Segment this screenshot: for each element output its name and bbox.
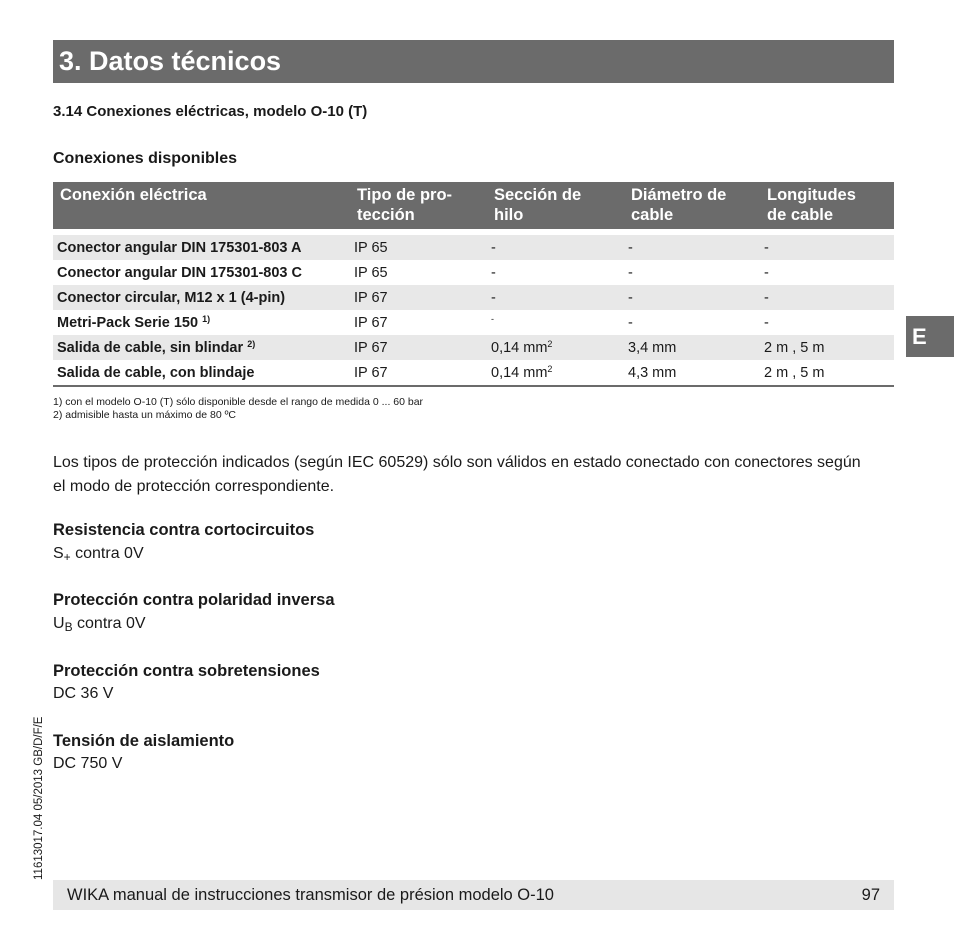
cable-diameter-value: 4,3 mm [624, 360, 760, 386]
cable-lengths-value: - [764, 314, 769, 331]
wire-section-value: - [491, 264, 496, 281]
insulation-value: DC 750 V [53, 755, 123, 772]
footnote-ref: 1) [202, 313, 211, 324]
cable-diameter-value: - [624, 235, 760, 260]
cable-diameter-value: - [628, 264, 633, 281]
wire-section-value: - [491, 313, 494, 324]
table-row [53, 285, 894, 310]
page-number: 97 [861, 886, 880, 904]
connection-name: Metri-Pack Serie 150 $^{1)}$ [57, 313, 211, 331]
connection-name: Salida de cable, sin blindar $^{2)}$ [53, 335, 350, 360]
protection-value: IP 67 [354, 314, 388, 331]
language-tab: E [906, 316, 954, 357]
footer [53, 880, 894, 910]
protection-value: IP 67 [350, 360, 487, 386]
footnote-2: 2) admisible hasta un máximo de 80 ºC [53, 409, 237, 421]
header-connection: Conexión eléctrica [53, 182, 350, 229]
connections-table [53, 182, 894, 387]
footnote-1: 1) con el modelo O-10 (T) sólo disponible desde el rango de medida 0 ... 60 bar [53, 396, 424, 408]
footer-title: WIKA manual de instrucciones transmisor de présion modelo O-10 [67, 886, 554, 904]
protection-value: IP 67 [350, 285, 487, 310]
header-wire-section: Sección de hilo [487, 182, 624, 229]
wire-section-value: 0,14 $mm^2$ [487, 360, 624, 386]
insulation-heading: Tensión de aislamiento [53, 732, 235, 750]
chapter-title: 3. Datos técnicos [53, 40, 894, 83]
section-title: 3.14 Conexiones eléctricas, modelo O-10 (T) [53, 103, 368, 120]
wire-section-value: 0,14 $mm^2$ [487, 335, 624, 360]
cable-lengths-value: - [760, 285, 894, 310]
polarity-value: $U_B$ contra 0V [53, 615, 146, 634]
cable-lengths-value: - [760, 235, 894, 260]
short-circuit-heading: Resistencia contra cortocircuitos [53, 521, 315, 539]
protection-value: IP 65 [354, 264, 388, 281]
protection-value: IP 65 [350, 235, 487, 260]
cable-diameter-value: - [624, 285, 760, 310]
header-cable-lengths: Longitudes de cable [760, 182, 894, 229]
connection-name: Conector angular DIN 175301-803 C [57, 264, 302, 281]
cable-lengths-value: 2 m , 5 m [760, 335, 894, 360]
table-row [53, 310, 894, 335]
overvoltage-heading: Protección contra sobretensiones [53, 662, 320, 680]
table-row [53, 360, 894, 386]
protection-value: IP 67 [350, 335, 487, 360]
cable-lengths-value: - [764, 264, 769, 281]
polarity-heading: Protección contra polaridad inversa [53, 591, 335, 609]
cable-diameter-value: 3,4 mm [624, 335, 760, 360]
cable-diameter-value: - [628, 314, 633, 331]
connection-name: Conector circular, M12 x 1 (4-pin) [53, 285, 350, 310]
cable-lengths-value: 2 m , 5 m [760, 360, 894, 386]
wire-section-value: - [487, 285, 624, 310]
connection-name: Conector angular DIN 175301-803 A [53, 235, 350, 260]
document-code: 11613017.04 05/2013 GB/D/F/E [33, 716, 45, 880]
header-cable-diameter: Diámetro de cable [624, 182, 760, 229]
protection-note-paragraph: Los tipos de protección indicados (según IEC 60529) sólo son válidos en estado conectado con conectores según el modo de protección correspondiente. [53, 454, 861, 495]
footnote-ref: 2) [247, 338, 256, 349]
header-protection: Tipo de pro- tección [350, 182, 487, 229]
overvoltage-value: DC 36 V [53, 685, 114, 702]
short-circuit-value: $S_+$ contra 0V [53, 545, 144, 564]
table-row [53, 260, 894, 285]
table-header-row [53, 182, 894, 229]
wire-section-value: - [487, 235, 624, 260]
connections-heading: Conexiones disponibles [53, 150, 238, 167]
connection-name: Salida de cable, con blindaje [53, 360, 350, 386]
table-row [53, 335, 894, 360]
table-row [53, 235, 894, 260]
